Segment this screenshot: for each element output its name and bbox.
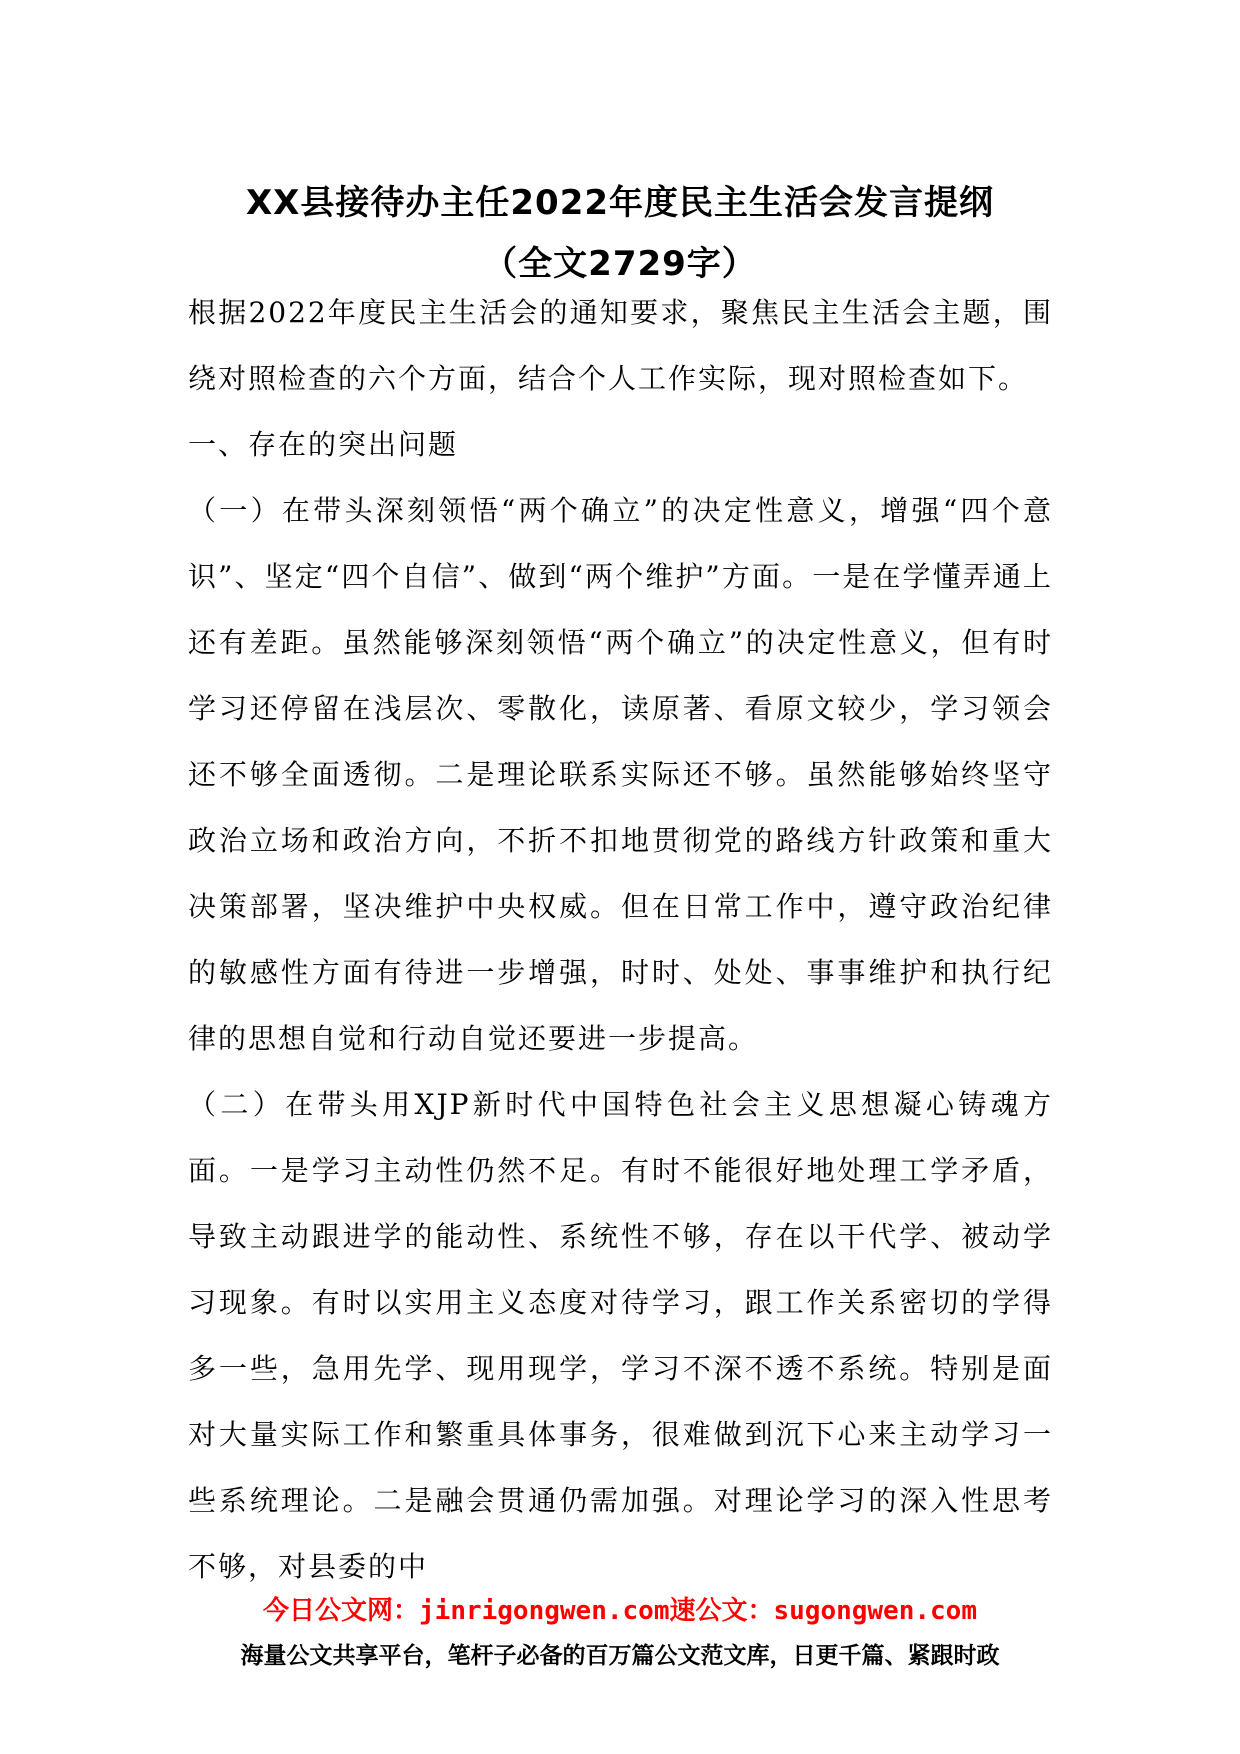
site2-label: 速公文： <box>669 1596 774 1626</box>
document-body <box>188 280 1053 1600</box>
document-title: XX县接待办主任2022年度民主生活会发言提纲 <box>245 183 995 223</box>
footer-slogan: 海量公文共享平台，笔杆子必备的百万篇公文范文库，日更千篇、紧跟时政 <box>240 1643 1000 1669</box>
footer-links <box>0 1594 1240 1628</box>
body-paragraph: （二）在带头用XJP新时代中国特色社会主义思想凝心铸魂方面。一是学习主动性仍然不足。有时不能很好地处理工学矛盾，导致主动跟进学的能动性、系统性不够，存在以干代学、被动学习现象。有时以实用主义态度对待学习，跟工作关系密切的学得多一些，急用先学、现用现学，学习不深不透不系统。特别是面对大量实际工作和繁重具体事务，很难做到沉下心来主动学习一些系统理论。二是融会贯通仍需加强。对理论学习的深入性思考不够，对县委的中 <box>188 1088 1053 1583</box>
document-subtitle-wordcount: （全文2729字） <box>483 244 757 284</box>
site2-link[interactable]: sugongwen.com <box>773 1596 977 1626</box>
site1-link[interactable]: jinrigongwen.com <box>419 1596 670 1626</box>
body-paragraph: （一）在带头深刻领悟“两个确立”的决定性意义，增强“四个意识”、坚定“四个自信”、做到“两个维护”方面。一是在学懂弄通上还有差距。虽然能够深刻领悟“两个确立”的决定性意义，但有时学习还停留在浅层次、零散化，读原著、看原文较少，学习领会还不够全面透彻。二是理论联系实际还不够。虽然能够始终坚守政治立场和政治方向，不折不扣地贯彻党的路线方针政策和重大决策部署，坚决维护中央权威。但在日常工作中，遵守政治纪律的敏感性方面有待进一步增强，时时、处处、事事维护和执行纪律的思想自觉和行动自觉还要进一步提高。 <box>188 494 1053 1055</box>
site1-label: 今日公文网： <box>263 1596 420 1626</box>
section-heading: 一、存在的突出问题 <box>188 428 459 461</box>
intro-paragraph: 根据2022年度民主生活会的通知要求，聚焦民主生活会主题，围绕对照检查的六个方面，结合个人工作实际，现对照检查如下。 <box>188 296 1053 395</box>
